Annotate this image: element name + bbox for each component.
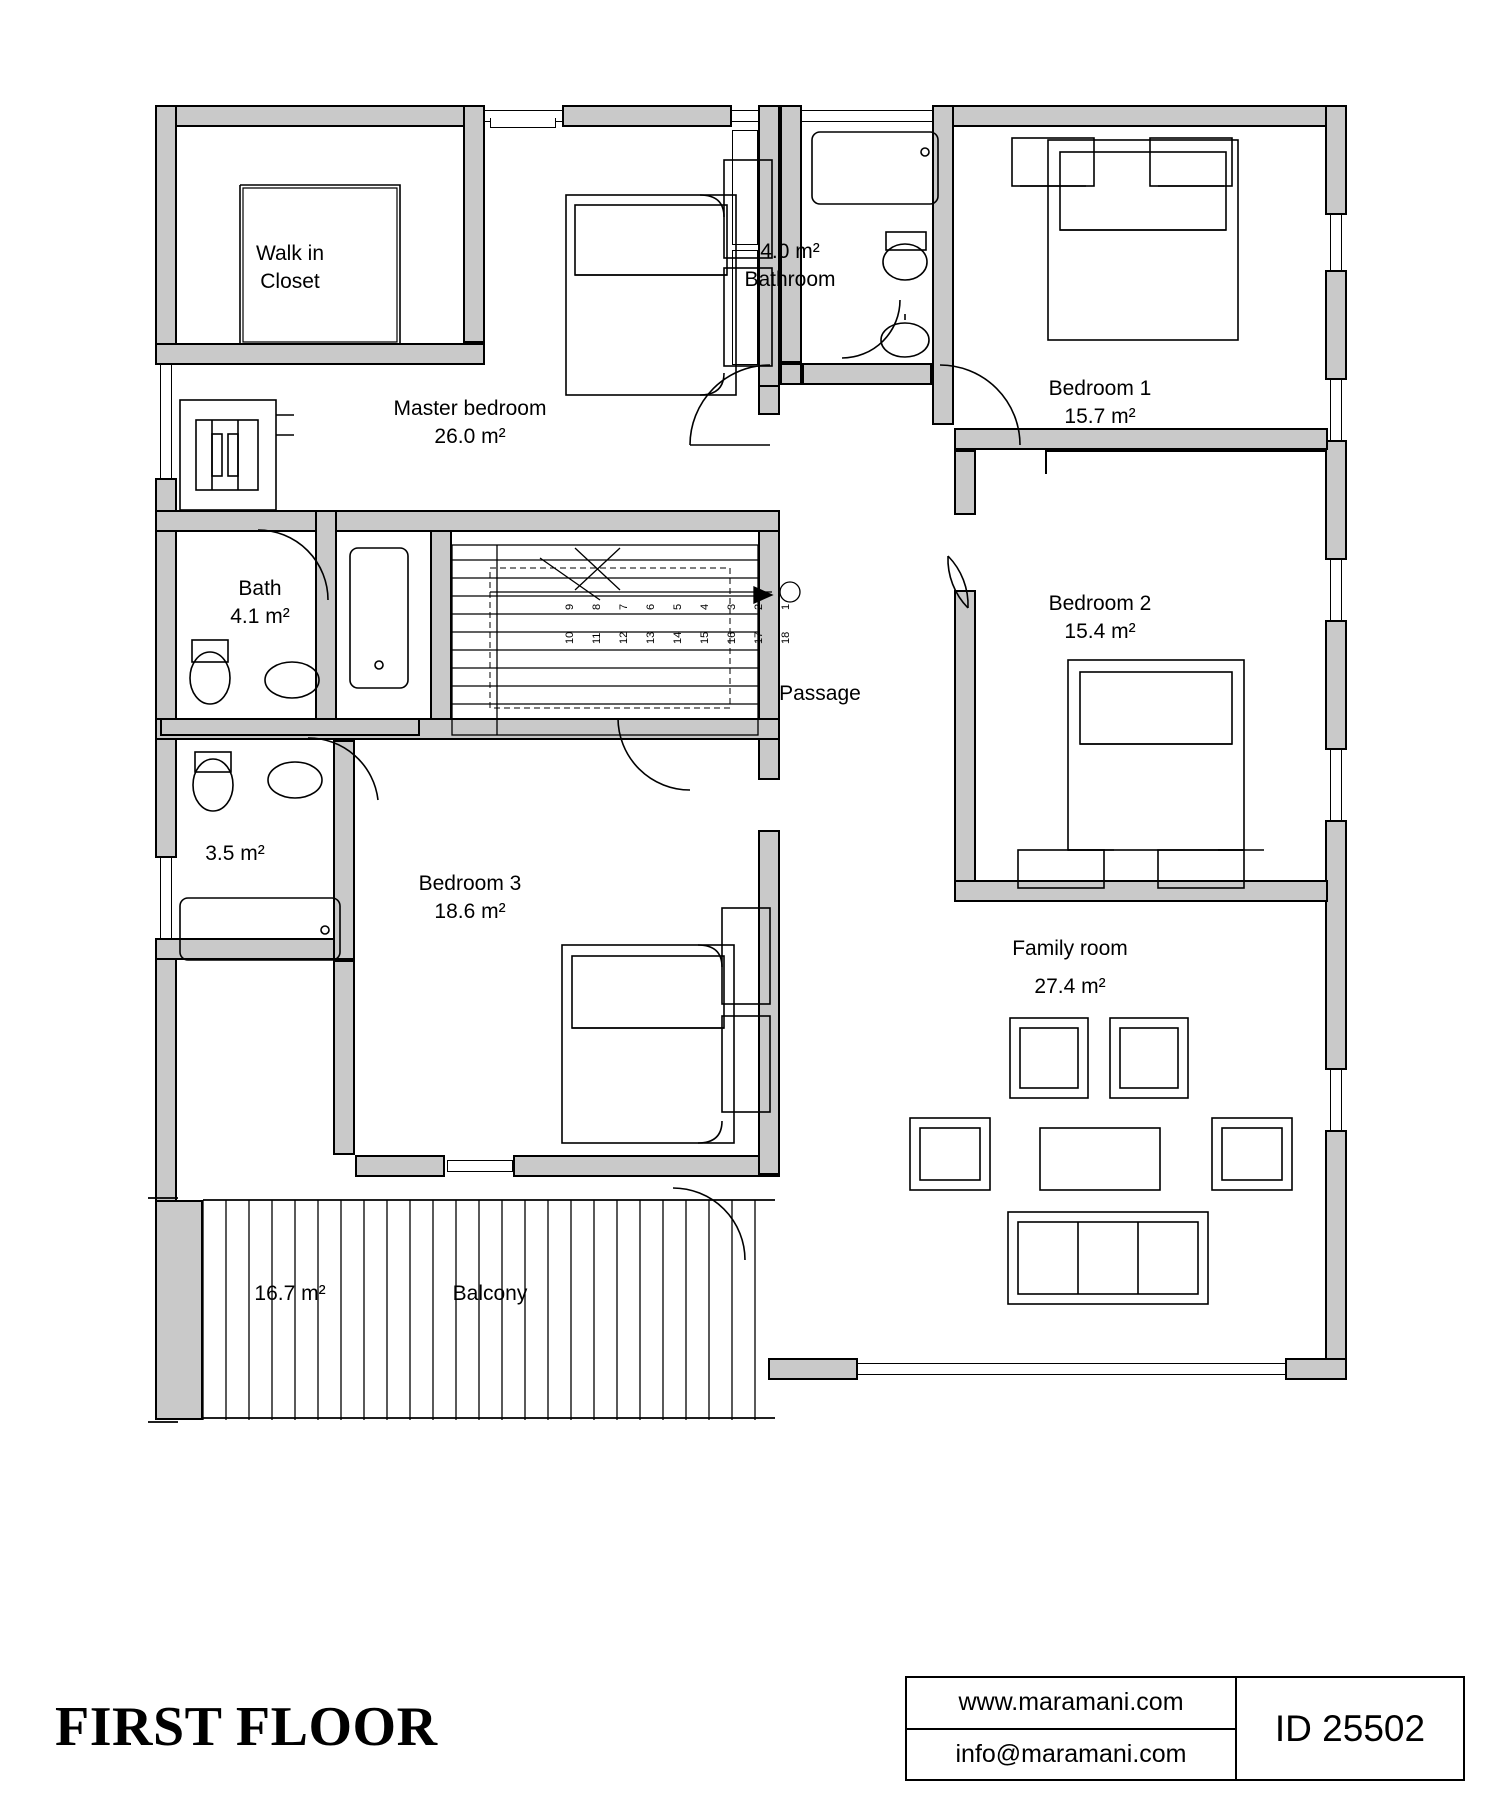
room-label-family-room: Family room 27.4 m² <box>1012 937 1128 999</box>
room-label-bathroom: 4.0 m² Bathroom <box>744 240 836 292</box>
room-label-bath: Bath 4.1 m² <box>230 577 290 629</box>
plan-id: ID 25502 <box>1274 1707 1426 1749</box>
title-block <box>905 1676 1465 1781</box>
email-text[interactable]: info@maramani.com <box>955 1739 1187 1768</box>
room-label-walk-in-closet: Walk in Closet <box>255 242 325 294</box>
room-label-bedroom-2: Bedroom 2 15.4 m² <box>1048 592 1152 644</box>
title-block-contact <box>907 1678 1237 1779</box>
page-title: FIRST FLOOR <box>55 1696 438 1758</box>
room-label-bath-2: 3.5 m² <box>205 842 265 865</box>
room-label-balcony: Balcony <box>452 1282 528 1305</box>
room-label-bedroom-1: Bedroom 1 15.7 m² <box>1048 377 1152 429</box>
room-label-bedroom-3: Bedroom 3 18.6 m² <box>418 872 522 924</box>
website-text[interactable]: www.maramani.com <box>907 1678 1235 1730</box>
stair-numbers: 1 2 3 4 5 6 7 8 9 18 17 16 15 14 13 12 11 10 <box>564 603 792 644</box>
room-label-balcony-area: 16.7 m² <box>254 1282 326 1305</box>
room-label-master-bedroom: Master bedroom 26.0 m² <box>393 397 547 449</box>
room-label-passage: Passage <box>779 682 861 705</box>
